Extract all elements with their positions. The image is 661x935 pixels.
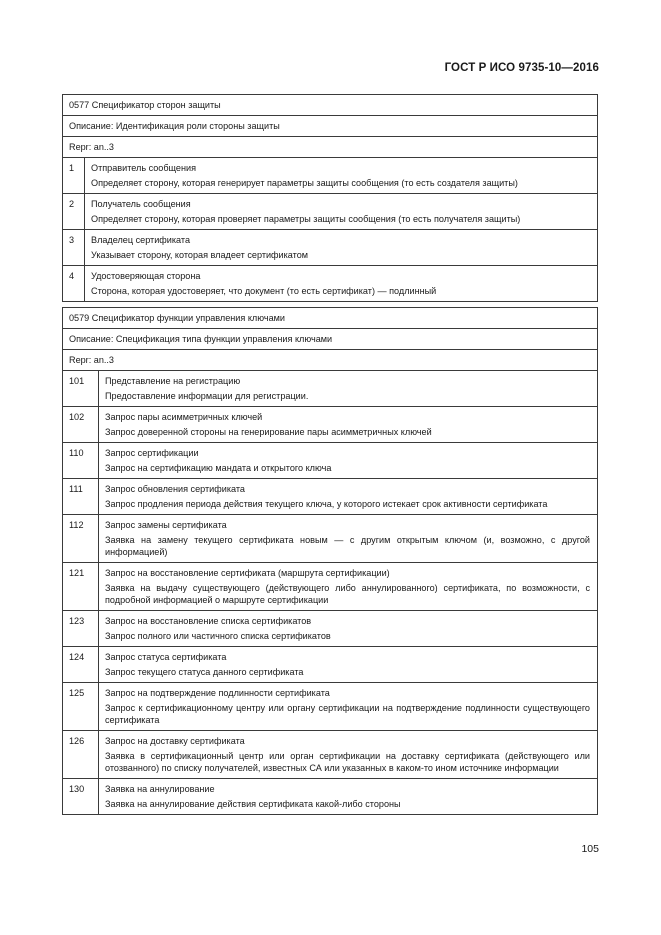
entry-description: Определяет сторону, которая проверяет параметры защиты сообщения (то есть получателя защиты) bbox=[91, 214, 521, 224]
table-description-row bbox=[63, 116, 598, 137]
entry-description: Запрос текущего статуса данного сертификата bbox=[105, 667, 304, 677]
entry-description: Заявка на аннулирование действия сертификата какой-либо стороны bbox=[105, 799, 401, 809]
table-repr: Repr: an..3 bbox=[63, 350, 598, 371]
entry-name: Получатель сообщения bbox=[91, 199, 191, 209]
table-title: 0579 Спецификатор функции управления ключами bbox=[63, 308, 598, 329]
entry-name: Запрос обновления сертификата bbox=[105, 484, 245, 494]
entry-description: Указывает сторону, которая владеет сертификатом bbox=[91, 250, 309, 260]
standard-designation: ГОСТ Р ИСО 9735-10—2016 bbox=[444, 62, 599, 74]
entry-cell bbox=[99, 647, 598, 683]
entry-cell bbox=[99, 407, 598, 443]
entry-name: Удостоверяющая сторона bbox=[91, 271, 201, 281]
table-row bbox=[63, 194, 598, 230]
table-row bbox=[63, 563, 598, 611]
table-row bbox=[63, 611, 598, 647]
code-cell: 130 bbox=[63, 779, 99, 815]
table-description: Описание: Спецификация типа функции управления ключами bbox=[63, 329, 598, 350]
table-title: 0577 Спецификатор сторон защиты bbox=[63, 95, 598, 116]
table-row bbox=[63, 266, 598, 302]
table-row bbox=[63, 407, 598, 443]
code-cell: 101 bbox=[63, 371, 99, 407]
entry-cell bbox=[99, 371, 598, 407]
entry-cell bbox=[85, 266, 598, 302]
entry-description: Запрос полного или частичного списка сертификатов bbox=[105, 631, 331, 641]
table-description-row bbox=[63, 329, 598, 350]
entry-name: Запрос статуса сертификата bbox=[105, 652, 227, 662]
entry-cell bbox=[85, 230, 598, 266]
page-number: 105 bbox=[581, 843, 599, 855]
entry-description: Определяет сторону, которая генерирует параметры защиты сообщения (то есть создателя защиты) bbox=[91, 178, 518, 188]
entry-cell bbox=[99, 731, 598, 779]
entry-description: Сторона, которая удостоверяет, что документ (то есть сертификат) — подлинный bbox=[91, 286, 437, 296]
entry-name: Запрос замены сертификата bbox=[105, 520, 227, 530]
entry-name: Запрос пары асимметричных ключей bbox=[105, 412, 263, 422]
entry-description: Заявка на замену текущего сертификата новым — с другим открытым ключом (и, возможно, с другой информацией) bbox=[105, 535, 590, 557]
code-cell: 126 bbox=[63, 731, 99, 779]
table-title-row bbox=[63, 308, 598, 329]
code-cell: 125 bbox=[63, 683, 99, 731]
table-row bbox=[63, 479, 598, 515]
entry-cell bbox=[99, 443, 598, 479]
entry-description: Заявка в сертификационный центр или орган сертификации на доставку сертификата (действующего или отозванного) по списку получателей, известных СА или указанных в каком-то ином источнике информации bbox=[105, 751, 590, 773]
table-repr: Repr: an..3 bbox=[63, 137, 598, 158]
entry-name: Запрос на восстановление сертификата (маршрута сертификации) bbox=[105, 568, 390, 578]
table-repr-row bbox=[63, 137, 598, 158]
entry-description: Запрос на сертификацию мандата и открытого ключа bbox=[105, 463, 332, 473]
table-row bbox=[63, 647, 598, 683]
entry-description: Предоставление информации для регистрации. bbox=[105, 391, 309, 401]
entry-description: Запрос к сертификационному центру или органу сертификации на подтверждение подлинности существующего сертификата bbox=[105, 703, 590, 725]
entry-name: Представление на регистрацию bbox=[105, 376, 241, 386]
table-row bbox=[63, 158, 598, 194]
entry-description: Запрос доверенной стороны на генерирование пары асимметричных ключей bbox=[105, 427, 432, 437]
code-cell: 111 bbox=[63, 479, 99, 515]
table-row bbox=[63, 371, 598, 407]
entry-name: Запрос на подтверждение подлинности сертификата bbox=[105, 688, 330, 698]
entry-description: Заявка на выдачу существующего (действующего либо аннулированного) сертификата, по возможности, с подробной информацией о маршруте сертификации bbox=[105, 583, 590, 605]
code-cell: 124 bbox=[63, 647, 99, 683]
table-row bbox=[63, 230, 598, 266]
table-description: Описание: Идентификация роли стороны защиты bbox=[63, 116, 598, 137]
key-management-function-table bbox=[62, 307, 598, 815]
security-party-qualifier-table bbox=[62, 94, 598, 302]
entry-name: Отправитель сообщения bbox=[91, 163, 197, 173]
code-cell: 121 bbox=[63, 563, 99, 611]
entry-name: Запрос на восстановление списка сертификатов bbox=[105, 616, 312, 626]
table-row bbox=[63, 515, 598, 563]
entry-name: Заявка на аннулирование bbox=[105, 784, 215, 794]
entry-cell bbox=[99, 563, 598, 611]
code-cell: 123 bbox=[63, 611, 99, 647]
entry-name: Запрос на доставку сертификата bbox=[105, 736, 245, 746]
table-title-row bbox=[63, 95, 598, 116]
code-cell: 3 bbox=[63, 230, 85, 266]
code-cell: 1 bbox=[63, 158, 85, 194]
code-cell: 2 bbox=[63, 194, 85, 230]
table-row bbox=[63, 731, 598, 779]
table-row bbox=[63, 683, 598, 731]
table-row bbox=[63, 779, 598, 815]
code-cell: 102 bbox=[63, 407, 99, 443]
entry-cell bbox=[85, 158, 598, 194]
code-cell: 112 bbox=[63, 515, 99, 563]
entry-cell bbox=[99, 479, 598, 515]
entry-cell bbox=[99, 683, 598, 731]
entry-name: Владелец сертификата bbox=[91, 235, 191, 245]
entry-cell bbox=[99, 515, 598, 563]
entry-description: Запрос продления периода действия текущего ключа, у которого истекает срок активности сертификата bbox=[105, 499, 548, 509]
table-repr-row bbox=[63, 350, 598, 371]
code-cell: 4 bbox=[63, 266, 85, 302]
code-cell: 110 bbox=[63, 443, 99, 479]
entry-cell bbox=[99, 779, 598, 815]
entry-cell bbox=[99, 611, 598, 647]
entry-name: Запрос сертификации bbox=[105, 448, 199, 458]
entry-cell bbox=[85, 194, 598, 230]
table-row bbox=[63, 443, 598, 479]
